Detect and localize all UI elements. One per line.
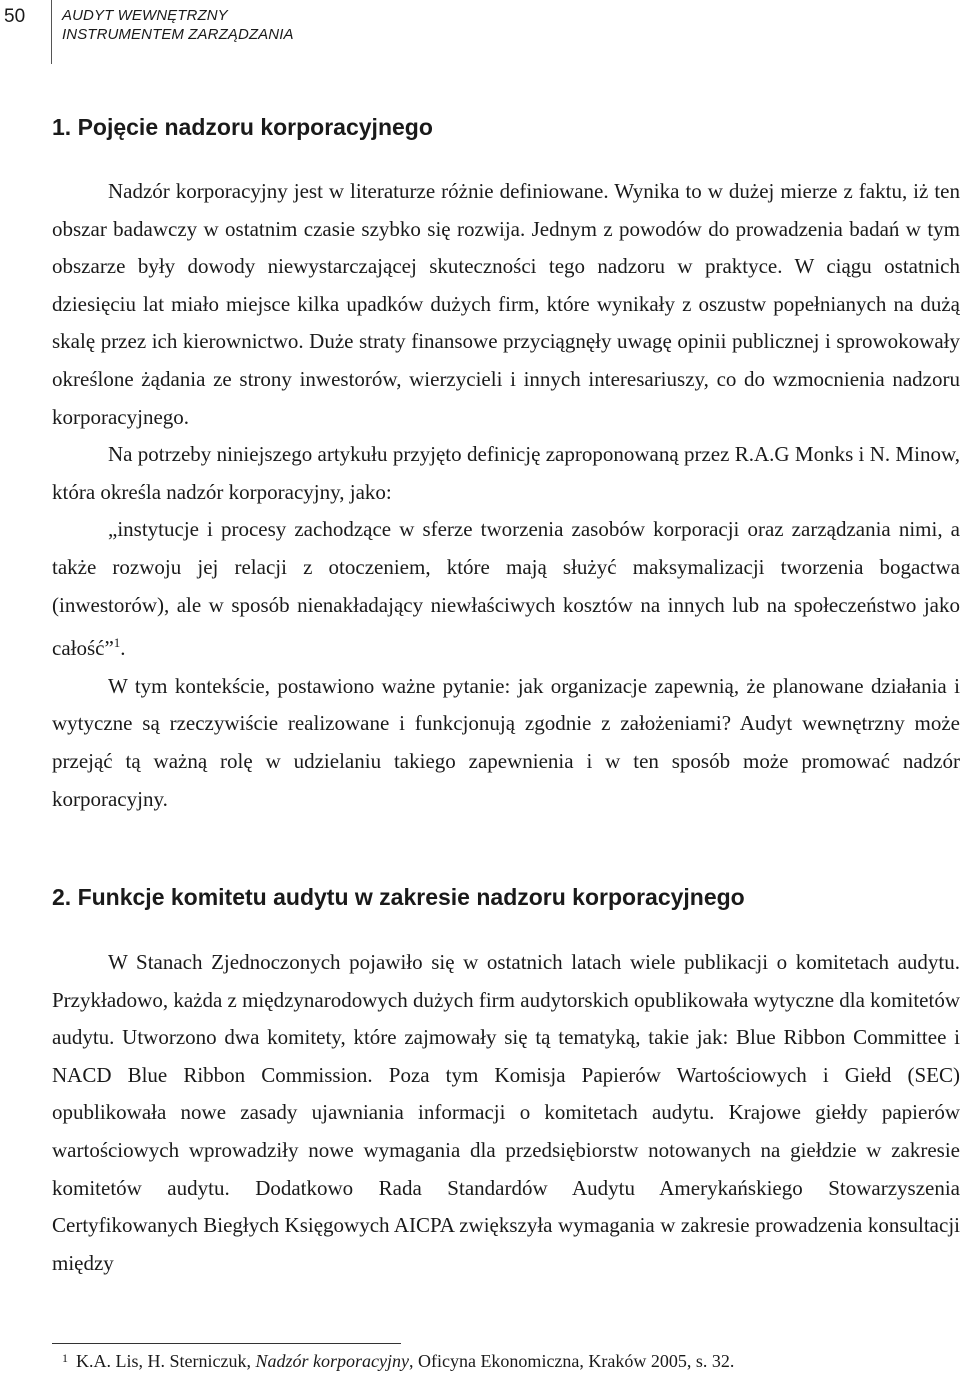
paragraph: W Stanach Zjednoczonych pojawiło się w ostatnich latach wiele publikacji o komitetach audytu. Przykładowo, każda z międzynarodowych dużych firm audytorskich opublikowała wytyczne dla komitetów audytu. Utworzono dwa komitety, które zajmowały się tą tematyką, takie jak: Blue Ribbon Committee i NACD Blue Ribbon Commission. Poza tym Komisja Papierów Wartościowych i Giełd (SEC) opublikowała nowe zasady ujawniania informacji o komitetach audytu. Krajowe giełdy papierów wartościowych wprowadziły nowe wymagania dla przedsiębiorstw notowanych na giełdzie w zakresie komitetów audytu. Dodatkowo Rada Standardów Audytu Amerykańskiego Stowarzyszenia Certyfikowanych Biegłych Księgowych AICPA zwiększyła wymagania w zakresie prowadzenia konsultacji między <box>52 950 960 1275</box>
running-title-line2: INSTRUMENTEM ZARZĄDZANIA <box>62 26 294 43</box>
section-2-heading: 2. Funkcje komitetu audytu w zakresie nadzoru korporacyjnego <box>52 884 745 910</box>
footnote-authors: K.A. Lis, H. Sterniczuk, <box>76 1351 251 1371</box>
footnote-divider <box>52 1343 401 1344</box>
quote-paragraph <box>52 511 960 667</box>
paragraph: W tym kontekście, postawiono ważne pytanie: jak organizacje zapewnią, że planowane działania i wytyczne są rzeczywiście realizowane i funkcjonują zgodnie z założeniami? Audyt wewnętrzny może przejąć tą ważną rolę w udzielaniu takiego zapewnienia i w ten sposób może promować nadzór korporacyjny. <box>52 673 960 811</box>
running-title-line1: AUDYT WEWNĘTRZNY <box>62 7 228 24</box>
paragraph: Nadzór korporacyjny jest w literaturze różnie definiowane. Wynika to w dużej mierze z faktu, iż ten obszar badawczy w ostatnim czasie szybko się rozwija. Jednym z powodów do prowadzenia badań w tym obszarze były dowody niewystarczającej skuteczności tego nadzoru w praktyce. W ciągu ostatnich dziesięciu lat miało miejsce kilka upadków dużych firm, które wynikały z oszustw popełnianych na dużą skalę przez ich kierownictwo. Duże straty finansowe przyciągnęły uwagę opinii publicznej i sprowokowały określone żądania ze strony inwestorów, wierzycieli i innych interesariuszy, co do wzmocnienia nadzoru korporacyjnego. <box>52 179 960 429</box>
page-number: 50 <box>4 6 26 27</box>
quote-text: „instytucje i procesy zachodzące w sferze tworzenia zasobów korporacji oraz zarządzania nimi, a także rozwoju jej relacji z otoczeniem, które mają służyć maksymalizacji tworzenia bogactwa (inwestorów), ale w sposób nienakładający niewłaściwych kosztów na innych lub na społeczeństwo jako całość” <box>52 517 960 661</box>
footnote-reference[interactable]: 1 <box>113 635 121 651</box>
footnote-title: Nadzór korporacyjny <box>255 1351 409 1371</box>
footnote <box>62 1351 735 1372</box>
footnote-mark: 1 <box>62 1351 68 1365</box>
header-divider <box>51 0 52 64</box>
section-2-body <box>52 944 960 1282</box>
running-head <box>62 6 294 44</box>
section-1-body <box>52 173 960 818</box>
quote-end: . <box>120 636 126 661</box>
section-1-heading: 1. Pojęcie nadzoru korporacyjnego <box>52 114 433 140</box>
paragraph: Na potrzeby niniejszego artykułu przyjęto definicję zaproponowaną przez R.A.G Monks i N. Minow, która określa nadzór korporacyjny, jako: <box>52 442 960 504</box>
footnote-rest: , Oficyna Ekonomiczna, Kraków 2005, s. 32. <box>408 1351 735 1371</box>
